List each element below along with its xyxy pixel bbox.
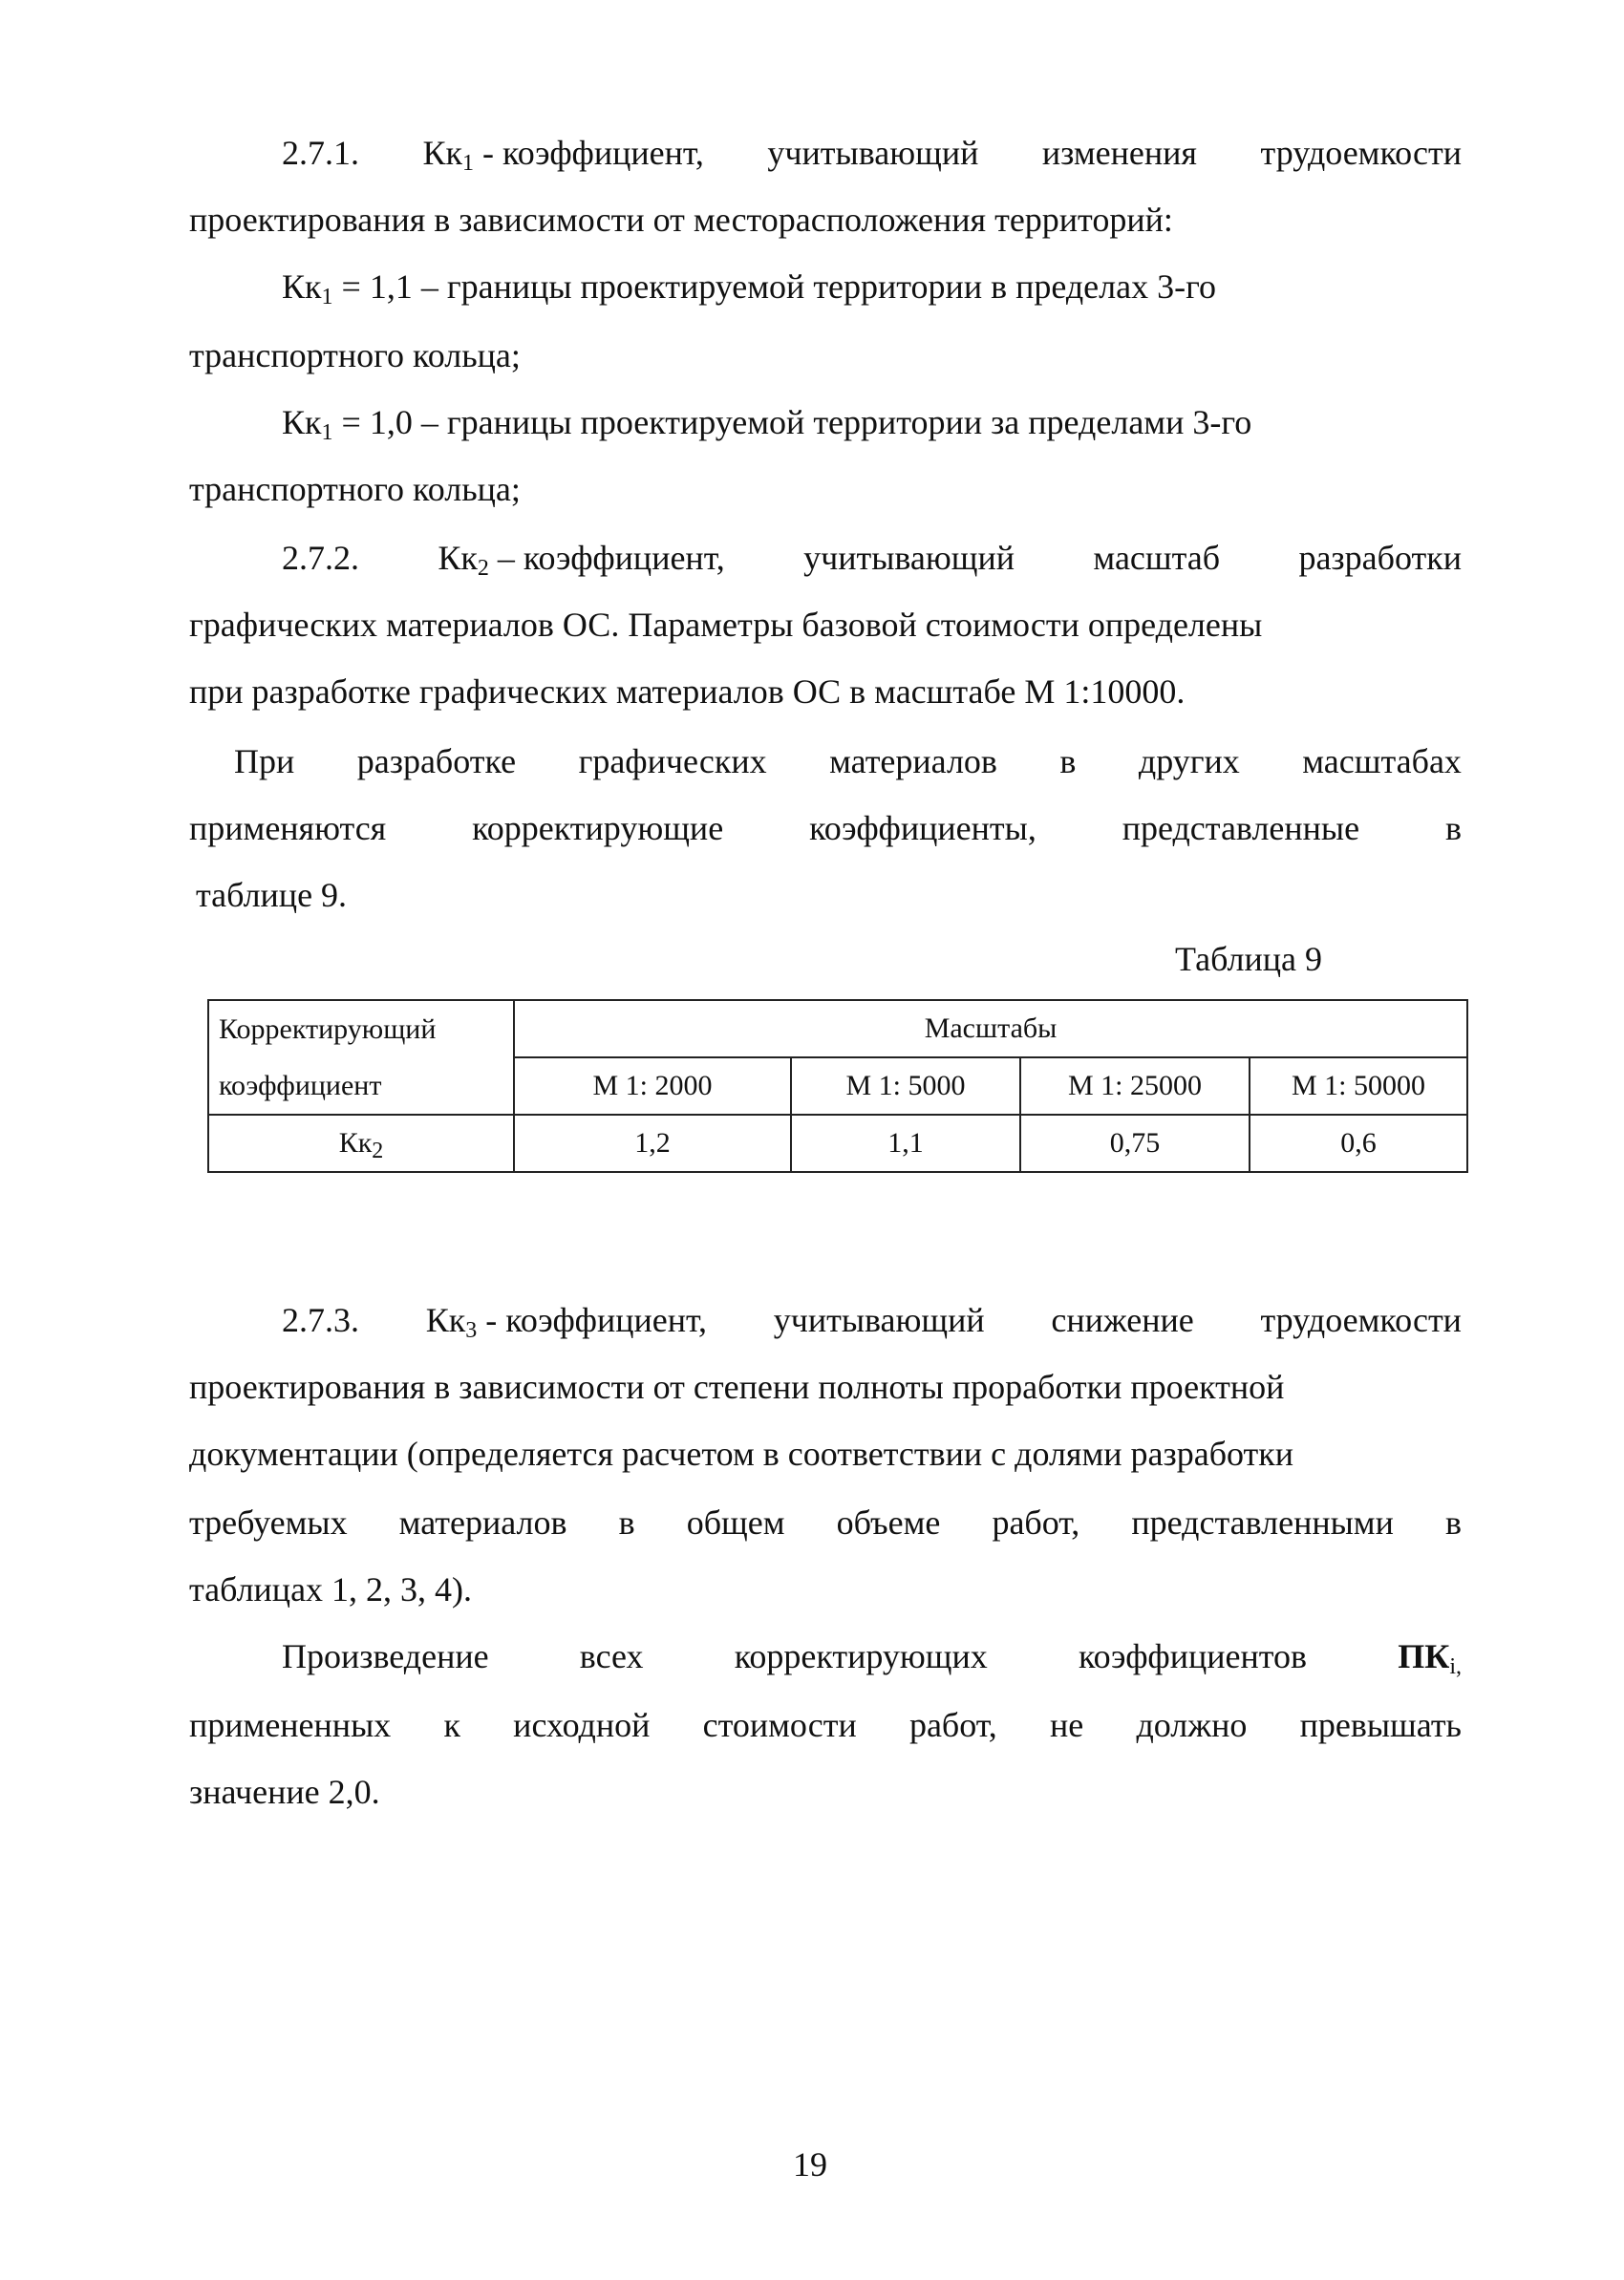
word: масштаб [1093, 539, 1221, 577]
word: трудоемкости [1260, 1301, 1462, 1339]
para-product-line1: Произведение всех корректирующих коэффициентов $ПК_{i,}$ [282, 1637, 1462, 1679]
kk1-item-2-cont: транспортного кольца; [189, 470, 521, 508]
header-scales: Масштабы [514, 1000, 1467, 1057]
pk-symbol: $ПК_{i,}$ [1398, 1637, 1462, 1679]
table-cell: 0,75 [1020, 1115, 1250, 1172]
table-cell: 0,6 [1250, 1115, 1467, 1172]
coef-kk3: $Кк_3$ - коэффициент, [425, 1301, 708, 1343]
table-cell: 1,1 [791, 1115, 1020, 1172]
kk1-item-1-cont: транспортного кольца; [189, 336, 521, 374]
table-cell: 1,2 [514, 1115, 791, 1172]
para-2-7-3-line3: документации (определяется расчетом в соответствии с долями разработки [189, 1435, 1294, 1473]
column-header: М 1: 50000 [1250, 1057, 1467, 1115]
clause-number: 2.7.3. [282, 1301, 359, 1339]
column-header: М 1: 2000 [514, 1057, 791, 1115]
para-2-7-2-line3: при разработке графических материалов ОС в масштабе М 1:10000. [189, 672, 1186, 711]
para-2-7-3-line2: проектирования в зависимости от степени полноты проработки проектной [189, 1368, 1285, 1406]
para-2-7-2-line2: графических материалов ОС. Параметры базовой стоимости определены [189, 606, 1263, 644]
row-label-kk2: $Кк_2$ [208, 1115, 514, 1172]
para-product-line3: значение 2,0. [189, 1773, 380, 1811]
word: трудоемкости [1260, 134, 1462, 172]
word: учитывающий [767, 134, 979, 172]
para-2-7-2b-line2: применяются корректирующие коэффициенты, представленные в [189, 809, 1462, 847]
para-2-7-2b-line1: При разработке графических материалов в других масштабах [234, 742, 1462, 780]
coef-kk1: $Кк_1$ - коэффициент, [422, 134, 704, 176]
word: изменения [1041, 134, 1197, 172]
para-2-7-2-line1 [282, 537, 1462, 579]
kk1-item-2: $Кк_1 = 1,0$ – границы проектируемой территории за пределами 3-го [282, 403, 1252, 445]
para-2-7-3-line4: требуемых материалов в общем объеме работ, представленными в [189, 1503, 1462, 1542]
word: снижение [1051, 1301, 1194, 1339]
column-header: М 1: 5000 [791, 1057, 1020, 1115]
para-2-7-3-line5: таблицах 1, 2, 3, 4). [189, 1570, 473, 1609]
para-2-7-2b-line3: таблице 9. [196, 876, 348, 914]
word: учитывающий [773, 1301, 985, 1339]
word: разработки [1298, 539, 1462, 577]
word: учитывающий [803, 539, 1015, 577]
column-header: М 1: 25000 [1020, 1057, 1250, 1115]
para-2-7-1-line2: проектирования в зависимости от месторасположения территорий: [189, 201, 1173, 239]
para-2-7-3-line1 [282, 1299, 1462, 1341]
table-caption: Таблица 9 [1175, 940, 1322, 978]
para-2-7-1-line1 [282, 132, 1462, 174]
kk1-item-1: $Кк_1 = 1,1$ – границы проектируемой территории в пределах 3-го [282, 267, 1216, 309]
page-number: 19 [793, 2145, 827, 2184]
clause-number: 2.7.2. [282, 539, 359, 577]
clause-number: 2.7.1. [282, 134, 359, 172]
para-product-line2: примененных к исходной стоимости работ, не должно превышать [189, 1706, 1462, 1744]
header-coef-2: коэффициент [208, 1057, 514, 1115]
header-coef-1: Корректирующий [208, 1000, 514, 1057]
coef-kk2: $Кк_2$ – коэффициент, [438, 539, 725, 581]
table-9 [207, 999, 1468, 1173]
